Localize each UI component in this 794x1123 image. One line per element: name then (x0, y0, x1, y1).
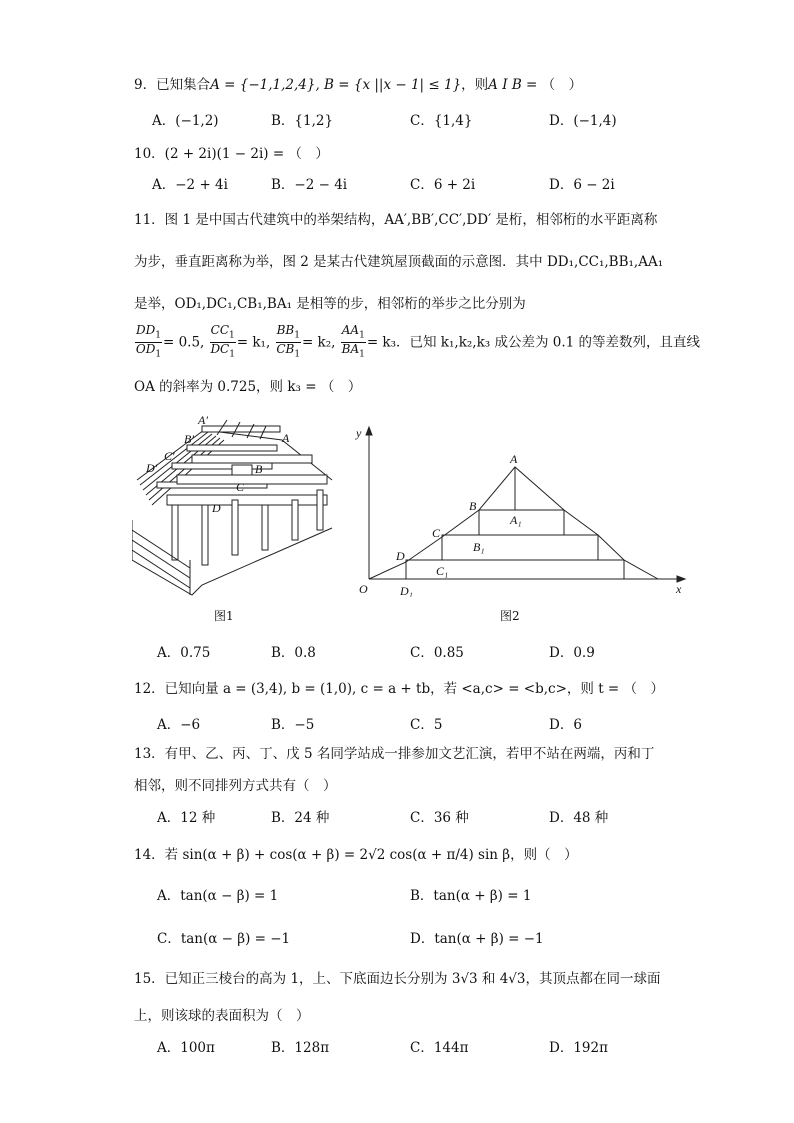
figure-2-cross-section (352, 425, 697, 597)
q9-set-definition: A = {−1,1,2,4}, B = {x ||x − 1| ≤ 1} (210, 77, 462, 93)
q13-option-a[interactable]: A．12 种 (157, 810, 216, 826)
q12-option-c[interactable]: C．5 (410, 717, 443, 733)
q15-line-2: 上，则该球的表面积为（ ） (134, 1008, 310, 1024)
q11-line-4-tail: ．已知 k₁,k₂,k₃ 成公差为 0.1 的等差数列，且直线 (396, 334, 701, 351)
fig2-label-d: D (396, 549, 405, 563)
q14-option-a[interactable]: A．tan(α − β) = 1 (157, 888, 279, 904)
q10-option-b[interactable]: B．−2 − 4i (271, 177, 348, 193)
fig2-caption: 图2 (500, 609, 520, 623)
fraction-bb1-cb1: $\frac{BB_1}{CB_1}$ (276, 323, 301, 360)
q9-option-c[interactable]: C．{1,4} (410, 113, 473, 129)
fig1-label-c-prime: C′ (164, 449, 175, 463)
q11-option-d[interactable]: D．0.9 (549, 645, 595, 661)
fraction-dd1-od1: $\frac{DD_1}{OD_1}$ (135, 323, 162, 360)
q11-line-2: 为步，垂直距离称为举，图 2 是某古代建筑屋顶截面的示意图．其中 DD₁,CC₁,BB₁,AA₁ (134, 254, 664, 270)
q9-stem-b: ，则 (461, 77, 489, 93)
q11-line-1: 11．图 1 是中国古代建筑中的举架结构，AA′,BB′,CC′,DD′ 是桁，相邻桁的水平距离称 (134, 212, 658, 228)
q10-option-a[interactable]: A．−2 + 4i (152, 177, 228, 193)
q10-option-d[interactable]: D．6 − 2i (549, 177, 615, 193)
question-12: 12．已知向量 a = (3,4), b = (1,0), c = a + tb，若 <a,c> = <b,c>，则 t = （ ） (134, 681, 665, 697)
q15-option-c[interactable]: C．144π (410, 1040, 469, 1056)
q11-ratio-line (134, 324, 700, 362)
q9-ask: A I B (488, 77, 522, 93)
q9-stem-c: = （ ） (521, 77, 583, 93)
q13-line-1: 13．有甲、乙、丙、丁、戊 5 名同学站成一排参加文艺汇演，若甲不站在两端，丙和丁 (134, 746, 655, 762)
question-14: 14．若 sin(α + β) + cos(α + β) = 2√2 cos(α + π/4) sin β，则（ ） (134, 847, 578, 863)
q15-option-b[interactable]: B．128π (271, 1040, 330, 1056)
fig1-label-d-prime: D′ (146, 461, 158, 475)
question-10: 10．(2 + 2i)(1 − 2i) = （ ） (134, 146, 329, 162)
figure-1-roof-frame (132, 410, 337, 600)
q13-option-b[interactable]: B．24 种 (271, 810, 330, 826)
q11-line-3: 是举，OD₁,DC₁,CB₁,BA₁ 是相等的步，相邻桁的举步之比分别为 (134, 296, 526, 312)
q12-option-a[interactable]: A．−6 (157, 717, 201, 733)
fraction-cc1-dc1: $\frac{CC_1}{DC_1}$ (210, 323, 235, 360)
q11-option-c[interactable]: C．0.85 (410, 645, 464, 661)
fig1-label-a-prime: A′ (198, 413, 208, 427)
q11-line-5: OA 的斜率为 0.725，则 k₃ = （ ） (134, 379, 362, 395)
fraction-aa1-ba1: $\frac{AA_1}{BA_1}$ (341, 323, 365, 360)
fig2-y-arrow (366, 427, 372, 435)
fig2-label-d1: D₁ (400, 584, 413, 597)
q10-option-c[interactable]: C．6 + 2i (410, 177, 476, 193)
q13-option-c[interactable]: C．36 种 (410, 810, 469, 826)
fig2-label-c: C (432, 526, 441, 540)
q15-option-a[interactable]: A．100π (157, 1040, 215, 1056)
ratio-eq-1: = 0.5, (162, 334, 205, 351)
q11-option-a[interactable]: A．0.75 (157, 645, 211, 661)
q9-option-d[interactable]: D．(−1,4) (549, 113, 617, 129)
fig2-label-o: O (359, 582, 368, 596)
q14-option-b[interactable]: B．tan(α + β) = 1 (410, 888, 532, 904)
ratio-eq-k2: = k₂, (301, 334, 336, 351)
q15-option-d[interactable]: D．192π (549, 1040, 608, 1056)
q9-option-a[interactable]: A．(−1,2) (152, 113, 219, 129)
fig1-label-b-prime: B′ (184, 432, 194, 446)
q11-option-b[interactable]: B．0.8 (271, 645, 316, 661)
q9-stem-a: 9．已知集合 (134, 77, 211, 93)
q13-option-d[interactable]: D．48 种 (549, 810, 609, 826)
ratio-eq-k3: = k₃ (366, 334, 397, 351)
fig1-label-d: D (212, 501, 221, 515)
fig2-label-b1: B₁ (473, 540, 485, 554)
fig1-label-c: C (236, 480, 245, 494)
q14-option-d[interactable]: D．tan(α + β) = −1 (410, 931, 544, 947)
q15-line-1: 15．已知正三棱台的高为 1，上、下底面边长分别为 3√3 和 4√3，其顶点都在同一球面 (134, 971, 661, 987)
fig2-rect-middle (442, 535, 598, 560)
q14-option-c[interactable]: C．tan(α − β) = −1 (157, 931, 291, 947)
fig1-label-a: A (282, 431, 290, 445)
fig2-label-c1: C₁ (436, 564, 449, 578)
question-9 (134, 73, 582, 93)
fig1-label-b: B (255, 462, 263, 476)
fig1-caption: 图1 (214, 609, 234, 623)
q12-option-d[interactable]: D．6 (549, 717, 582, 733)
ratio-eq-k1: = k₁, (236, 334, 271, 351)
fig2-label-a1: A₁ (510, 513, 522, 527)
fig2-label-x: x (676, 582, 682, 596)
q9-option-b[interactable]: B．{1,2} (271, 113, 334, 129)
q12-option-b[interactable]: B．−5 (271, 717, 315, 733)
fig2-label-a: A (510, 452, 518, 466)
q13-line-2: 相邻，则不同排列方式共有（ ） (134, 778, 337, 794)
fig2-label-b: B (469, 499, 477, 513)
fig2-label-y: y (356, 426, 362, 440)
